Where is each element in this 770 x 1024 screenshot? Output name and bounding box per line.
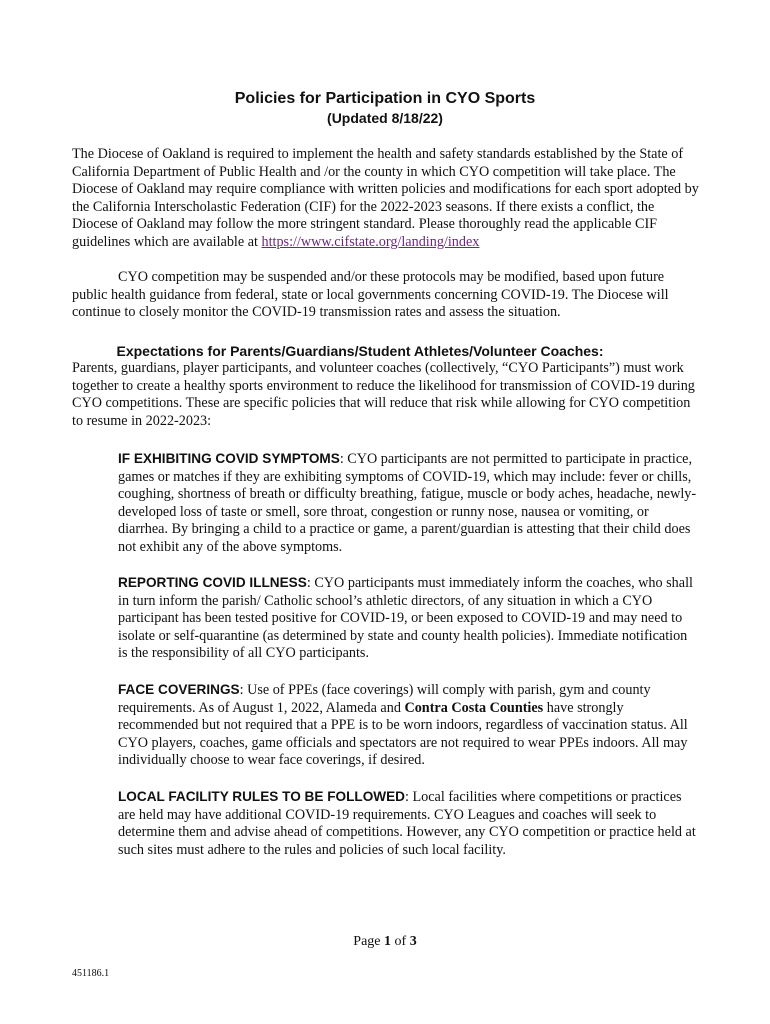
intro-paragraph-2: CYO competition may be suspended and/or these protocols may be modified, based upon future public health guidance from federal, state or local governments concerning COVID-19. The Diocese will continue to closely monitor the COVID-19 transmission rates and assess the situation. (72, 269, 669, 321)
cif-guidelines-link[interactable]: https://www.cifstate.org/landing/index (261, 233, 480, 250)
page-label: Page (353, 934, 385, 949)
section-text: : Use of PPEs (face coverings) will comply with parish, gym and county requirements. As of August 1, 2022, Alameda and (118, 682, 651, 716)
section-covid-symptoms (118, 450, 700, 557)
expectations-heading: Expectations for Parents/Guardians/Student Athletes/Volunteer Coaches: (116, 343, 604, 359)
document-number: 451186.1 (72, 968, 110, 979)
expectations-paragraph: Parents, guardians, player participants, and volunteer coaches (collectively, “CYO Participants”) must work together to create a healthy sports environment to reduce the likelihood for transmission of COVID-19 during CYO competitions. These are specific policies that will reduce that risk while allowing for CYO competition to resume in 2022-2023: (72, 360, 695, 429)
section-heading: IF EXHIBITING COVID SYMPTOMS (118, 451, 340, 466)
page-number: 1 (384, 934, 392, 949)
document-title: Policies for Participation in CYO Sports (234, 90, 536, 107)
section-heading: FACE COVERINGS (118, 682, 240, 697)
intro-text: The Diocese of Oakland is required to implement the health and safety standards established by the State of California Department of Public Health and /or the county in which CYO competition will take place. The Diocese of Oakland may require compliance with written policies and modifications for each sport adopted by the California Interscholastic Federation (CIF) for the 2022-2023 seasons. If there exists a conflict, the Diocese of Oakland may follow the more stringent standard. Please thoroughly read the applicable CIF guidelines which are available at (72, 146, 699, 250)
section-text: : CYO participants are not permitted to participate in practice, games or matches if they are exhibiting symptoms of COVID-19, which may include: fever or chills, coughing, shortness of breath or difficulty breathing, fatigue, muscle or body aches, headache, newly-developed loss of taste or smell, sore throat, congestion or runny nose, nausea or vomiting, or diarrhea. By bringing a child to a practice or game, a parent/guardian is attesting that their child does not exhibit any of the above symptoms. (118, 451, 697, 555)
section-text: : Local facilities where competitions or practices are held may have additional COVID-19 requirements. CYO Leagues and coaches will seek to determine them and advise ahead of competitions. However, any CYO competition or practice held at such sites must adhere to the rules and policies of such local facility. (118, 789, 696, 858)
section-text-bold: Contra Costa Counties (404, 699, 544, 716)
section-text: : CYO participants must immediately inform the coaches, who shall in turn inform the parish/ Catholic school’s athletic directors, of any situation in which a CYO participant has been tested positive for COVID-19, or been exposed to COVID-19 and may need to isolate or self-quarantine (as determined by state and county health policies). Immediate notification is the responsibility of all CYO participants. (118, 575, 693, 662)
section-local-facility-rules (118, 788, 700, 859)
intro-paragraph (72, 146, 700, 252)
section-heading: LOCAL FACILITY RULES TO BE FOLLOWED (118, 789, 405, 804)
of-label: of (391, 934, 410, 949)
document-subtitle: (Updated 8/18/22) (327, 110, 443, 126)
section-reporting-illness (118, 574, 700, 663)
total-pages: 3 (409, 934, 417, 949)
page-footer (0, 934, 770, 950)
section-heading: REPORTING COVID ILLNESS (118, 575, 307, 590)
section-face-coverings (118, 681, 700, 770)
section-text: have strongly recommended but not required that a PPE is to be worn indoors, regardless of vaccination status. All CYO players, coaches, game officials and spectators are not required to wear PPEs indoors. All may individually choose to wear face coverings, if desired. (118, 699, 688, 769)
